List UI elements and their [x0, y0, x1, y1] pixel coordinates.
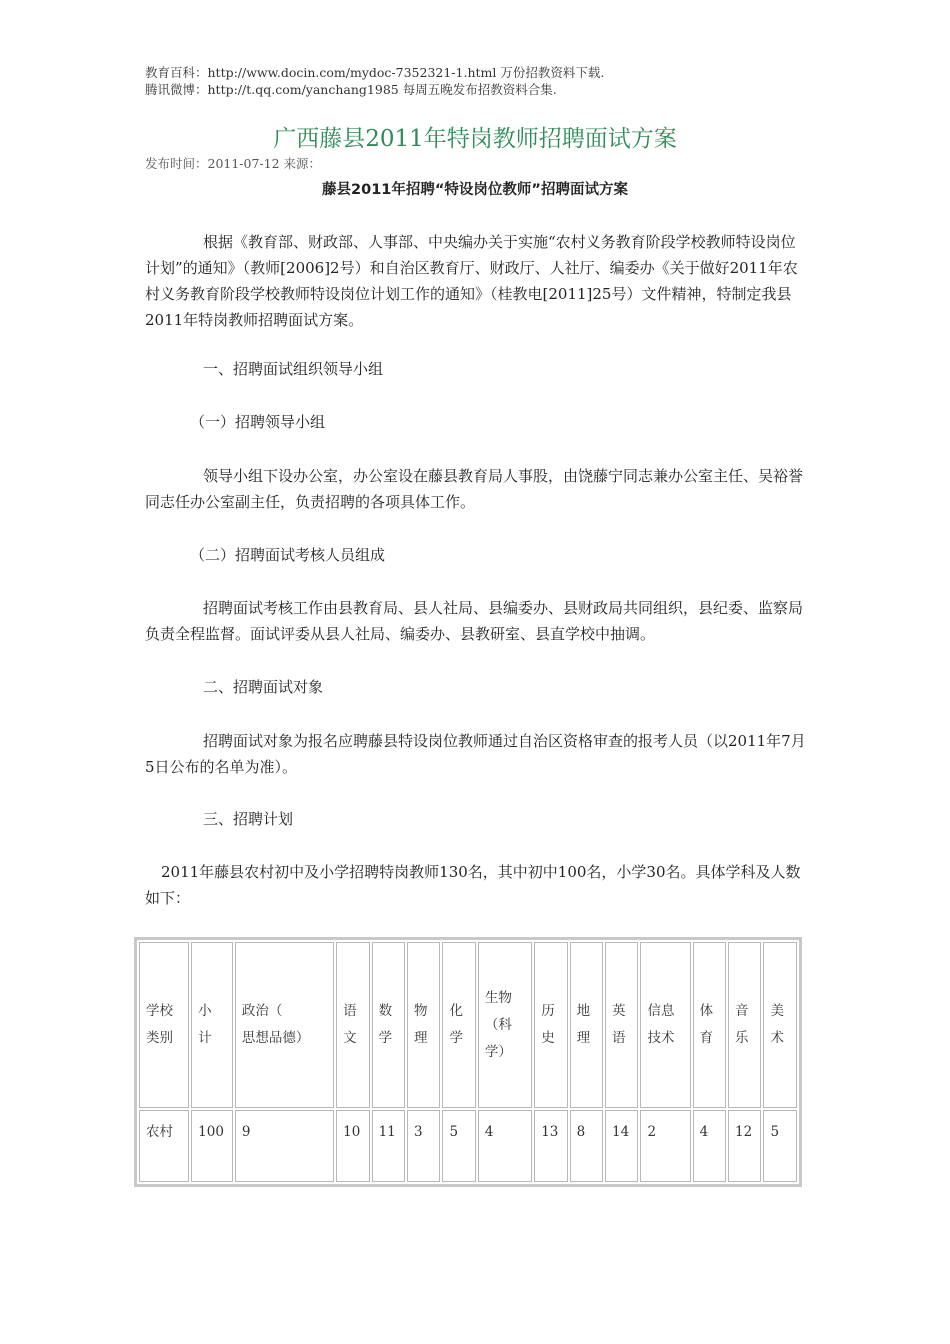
target-paragraph: 招聘面试对象为报名应聘藤县特设岗位教师通过自治区资格审查的报考人员（以2011年7月5日公布的名单为准）。: [145, 732, 806, 776]
header-cell: 语 文: [336, 942, 369, 1108]
table-cell: 12: [728, 1110, 761, 1182]
table-cell: 13: [534, 1110, 567, 1182]
table-cell: 10: [336, 1110, 369, 1182]
table-cell: 4: [478, 1110, 532, 1182]
header-cell: 小 计: [191, 942, 233, 1108]
header-cell: 历 史: [534, 942, 567, 1108]
header-cell: 音 乐: [728, 942, 761, 1108]
document-subtitle: 藤县2011年招聘“特设岗位教师”招聘面试方案: [322, 182, 628, 198]
intro-paragraph: 根据《教育部、财政部、人事部、中央编办关于实施“农村义务教育阶段学校教师特设岗位计划”的通知》（教师[2006]2号）和自治区教育厅、财政厅、人社厅、编委办《关于做好2011年农村义务教育阶段学校教师特设岗位计划工作的通知》（桂教电[2011]25号）文件精神，特制定我县2011年特岗教师招聘面试方案。: [145, 233, 798, 329]
table-cell: 3: [407, 1110, 440, 1182]
header-cell: 体 育: [693, 942, 726, 1108]
office-paragraph: 领导小组下设办公室，办公室设在藤县教育局人事股，由饶藤宁同志兼办公室主任、吴裕誉同志任办公室副主任，负责招聘的各项具体工作。: [145, 467, 804, 511]
table-cell: 100: [191, 1110, 233, 1182]
section-heading-3: 三、招聘计划: [203, 810, 294, 828]
header-cell: 地 理: [570, 942, 603, 1108]
table-cell: 5: [763, 1110, 797, 1182]
header-cell: 生物 （科 学）: [478, 942, 532, 1108]
table-cell: 4: [693, 1110, 726, 1182]
header-cell: 信息 技术: [640, 942, 690, 1108]
publish-info: 发布时间：2011-07-12 来源：: [145, 156, 322, 171]
header-cell: 英 语: [605, 942, 638, 1108]
header-cell: 美 术: [763, 942, 797, 1108]
header-line-1: 教育百科：http://www.docin.com/mydoc-7352321-1.html 万份招教资料下载.: [145, 65, 605, 80]
section-heading-2: 二、招聘面试对象: [203, 678, 324, 696]
header-line-2: 腾讯微博：http://t.qq.com/yanchang1985 每周五晚发布招教资料合集.: [145, 82, 557, 97]
recruitment-table-grid: [137, 940, 799, 1184]
table-cell: 11: [372, 1110, 405, 1182]
header-cell: 物 理: [407, 942, 440, 1108]
header-cell: 数 学: [372, 942, 405, 1108]
header-cell: 学校 类别: [139, 942, 189, 1108]
table-cell: 9: [235, 1110, 334, 1182]
table-cell: 5: [442, 1110, 475, 1182]
plan-paragraph: 2011年藤县农村初中及小学招聘特岗教师130名，其中初中100名，小学30名。具体学科及人数如下：: [145, 863, 801, 907]
page-title: 广西藤县2011年特岗教师招聘面试方案: [273, 126, 677, 152]
table-cell: 14: [605, 1110, 638, 1182]
table-header-row: [139, 942, 797, 1108]
table-row: [139, 1110, 797, 1182]
section-heading-1-2: （二）招聘面试考核人员组成: [190, 546, 386, 564]
source-header: [145, 64, 604, 98]
exam-staff-paragraph: 招聘面试考核工作由县教育局、县人社局、县编委办、县财政局共同组织，县纪委、监察局负责全程监督。面试评委从县人社局、编委办、县教研室、县直学校中抽调。: [145, 599, 804, 643]
table-cell: 2: [640, 1110, 690, 1182]
table-cell: 农村: [139, 1110, 189, 1182]
header-cell: 政治（ 思想品德）: [235, 942, 334, 1108]
header-cell: 化 学: [442, 942, 475, 1108]
table-cell: 8: [570, 1110, 603, 1182]
recruitment-table: [134, 937, 802, 1187]
section-heading-1: 一、招聘面试组织领导小组: [203, 360, 384, 378]
section-heading-1-1: （一）招聘领导小组: [190, 413, 326, 431]
